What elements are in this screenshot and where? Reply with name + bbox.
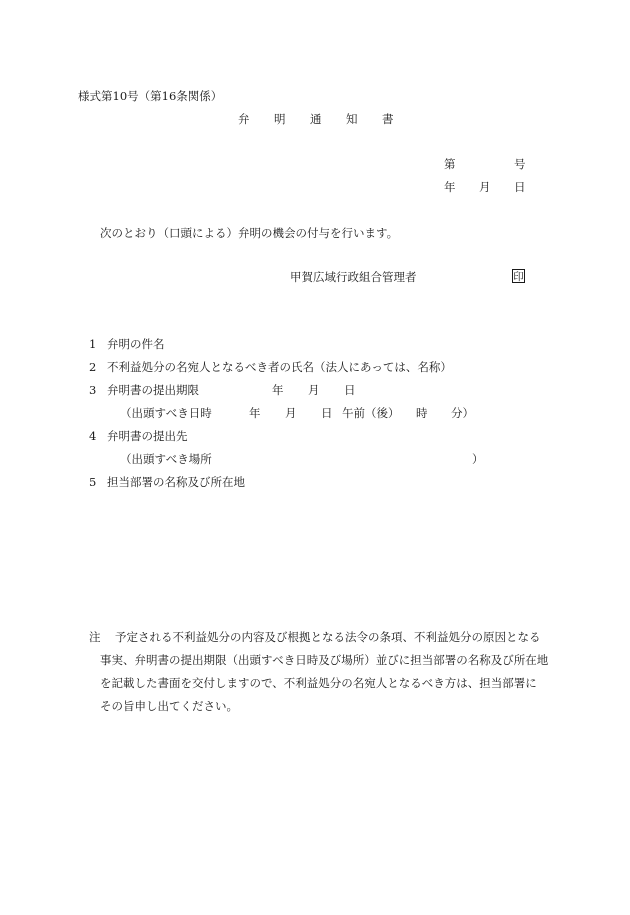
title-char: 通 <box>310 112 322 126</box>
appearance-day: 日 <box>321 406 333 420</box>
appearance-hour: 時 <box>416 406 428 420</box>
appearance-ampm: 午前（後） <box>342 406 400 420</box>
note-line: 事実、弁明書の提出期限（出頭すべき日時及び場所）並びに担当部署の名称及び所在地 <box>100 653 549 667</box>
appearance-prefix: （出頭すべき日時 <box>120 406 212 420</box>
place-suffix: ） <box>472 452 484 466</box>
appearance-minute: 分） <box>451 406 474 420</box>
seal-icon: 印 <box>513 271 524 283</box>
date-year: 年 <box>444 180 456 194</box>
item-text: 担当部署の名称及び所在地 <box>107 475 245 489</box>
item-number: 5 <box>89 475 97 489</box>
item-text: 弁明の件名 <box>107 337 165 351</box>
item-text: 弁明書の提出期限 <box>107 383 199 397</box>
note-line: その旨申し出てください。 <box>100 699 238 713</box>
issuer-name: 甲賀広域行政組合管理者 <box>290 270 417 284</box>
date-month: 月 <box>479 180 491 194</box>
item-number: 2 <box>89 360 97 374</box>
doc-number-go: 号 <box>514 157 526 171</box>
deadline-month: 月 <box>308 383 320 397</box>
seal-mark <box>512 269 525 283</box>
note-label: 注 <box>89 630 101 644</box>
deadline-year: 年 <box>272 383 284 397</box>
appearance-year: 年 <box>249 406 261 420</box>
title-char: 書 <box>382 112 394 126</box>
item-number: 4 <box>89 429 97 443</box>
title-char: 知 <box>346 112 358 126</box>
deadline-day: 日 <box>344 383 356 397</box>
intro-text: 次のとおり（口頭による）弁明の機会の付与を行います。 <box>100 226 399 240</box>
date-day: 日 <box>514 180 526 194</box>
note-line: 予定される不利益処分の内容及び根拠となる法令の条項、不利益処分の原因となる <box>115 630 541 644</box>
place-prefix: （出頭すべき場所 <box>120 452 212 466</box>
document-title <box>238 112 394 126</box>
item-text: 不利益処分の名宛人となるべき者の氏名（法人にあっては、名称） <box>107 360 452 374</box>
title-char: 明 <box>274 112 286 126</box>
note-line: を記載した書面を交付しますので、不利益処分の名宛人となるべき方は、担当部署に <box>100 676 537 690</box>
item-number: 3 <box>89 383 97 397</box>
form-label: 様式第10号（第16条関係） <box>78 89 223 103</box>
item-number: 1 <box>89 337 97 351</box>
doc-number-dai: 第 <box>444 157 456 171</box>
item-text: 弁明書の提出先 <box>107 429 188 443</box>
title-char: 弁 <box>238 112 250 126</box>
appearance-month: 月 <box>285 406 297 420</box>
